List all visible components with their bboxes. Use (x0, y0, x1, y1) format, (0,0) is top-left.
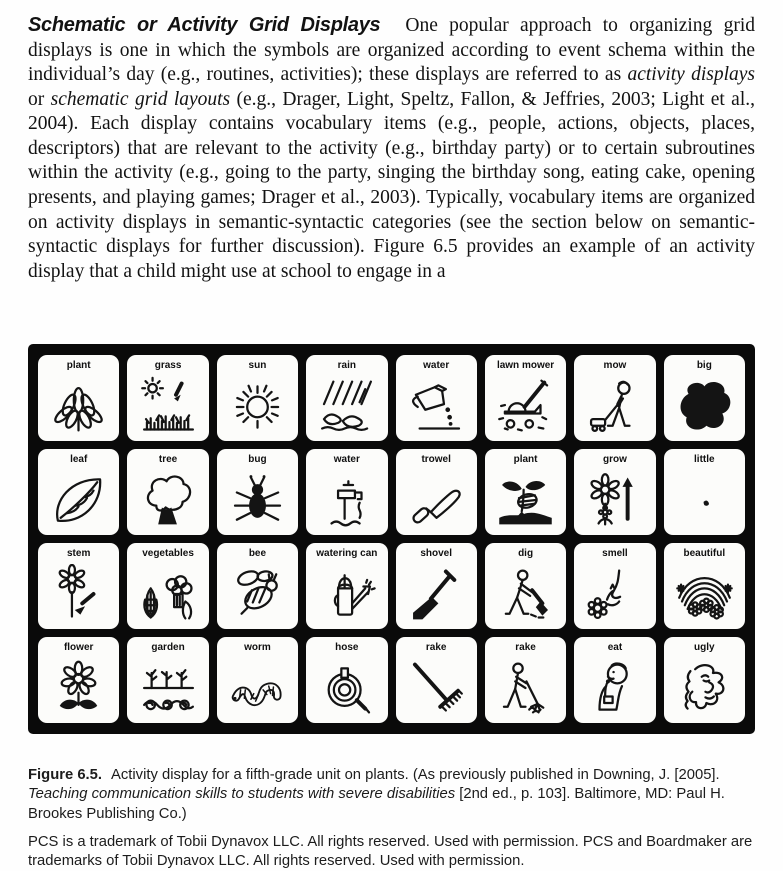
coiled-hose-icon (316, 658, 377, 718)
bee-icon (227, 564, 288, 624)
symbol-cell-lawn-mower (485, 355, 566, 441)
body-paragraph-seg-5: (e.g., Drager, Light, Speltz, Fallon, & Jeffries, 2003; Light et al., 2004). Each display contains vocabulary items (e.g., people, actions, objects, places, descriptors) that are relevant to the activity (e.g., birthday party) or to certain subroutines within the activity (e.g., going to the party, singing the birthday song, eating cake, opening presents, and playing games; Drager et al., 2003). Typically, vocabulary items are organized on activity displays in semantic-syntactic categories (see the section below on semantic-syntactic displays for further discussion). Figure 6.5 provides an example of an activity display that a child might use at school to engage in a (28, 88, 755, 282)
symbol-cell-coiled-hose (306, 637, 387, 723)
trademark-note: PCS is a trademark of Tobii Dynavox LLC. All rights reserved. Used with permission. PCS and Boardmaker are trademarks of Tobii Dynavox LLC. All rights reserved. Used with permission. (28, 833, 753, 870)
symbol-label: water (423, 360, 450, 372)
symbol-cell-planting-hand (485, 449, 566, 535)
nose-smell-icon (584, 564, 645, 624)
ugly-face-icon (674, 658, 735, 718)
rain-icon (316, 376, 377, 436)
symbol-label: water (333, 454, 360, 466)
watering-can-icon (316, 564, 377, 624)
trowel-icon (406, 470, 467, 530)
symbol-label: flower (63, 642, 94, 654)
symbol-cell-flower-grow-arrow (574, 449, 655, 535)
worm-icon (227, 658, 288, 718)
symbol-label: stem (67, 548, 91, 560)
symbol-label: worm (244, 642, 271, 654)
person-mowing-icon (584, 376, 645, 436)
symbol-cell-faucet (306, 449, 387, 535)
symbol-label: bug (248, 454, 267, 466)
symbol-cell-person-raking (485, 637, 566, 723)
symbol-cell-sun (217, 355, 298, 441)
body-paragraph-seg-0: Schematic or Activity Grid Displays (28, 14, 381, 36)
symbol-label: shovel (420, 548, 453, 560)
symbol-label: plant (513, 454, 538, 466)
figure-caption-seg-3: [2nd ed., p. 103]. Baltimore, MD: Paul H. Brookes Publishing Co.) (28, 786, 725, 822)
symbol-cell-worm (217, 637, 298, 723)
symbol-label: smell (602, 548, 628, 560)
symbol-cell-trowel (396, 449, 477, 535)
symbol-cell-person-digging (485, 543, 566, 629)
big-blob-icon (674, 376, 735, 436)
symbol-cell-leaf (38, 449, 119, 535)
symbol-label: lawn mower (496, 360, 555, 372)
symbol-label: rain (337, 360, 356, 372)
flower-icon (48, 658, 109, 718)
sun-icon (227, 376, 288, 436)
person-raking-icon (495, 658, 556, 718)
symbol-cell-bug (217, 449, 298, 535)
body-paragraph (28, 13, 755, 284)
symbol-label: beautiful (683, 548, 726, 560)
symbol-label: ugly (694, 642, 715, 654)
symbol-cell-bee (217, 543, 298, 629)
symbol-label: grow (602, 454, 627, 466)
symbol-label: tree (158, 454, 178, 466)
body-paragraph-seg-4: schematic grid layouts (50, 88, 231, 110)
symbol-cell-rain (306, 355, 387, 441)
figure-6-5-activity-display (28, 344, 755, 734)
symbol-label: hose (335, 642, 359, 654)
symbol-label: rake (515, 642, 536, 654)
symbol-grid (38, 355, 745, 723)
rainbow-flowers-icon (674, 564, 735, 624)
symbol-label: leaf (70, 454, 88, 466)
little-dot-icon (674, 470, 735, 530)
bug-icon (227, 470, 288, 530)
planting-hand-icon (495, 470, 556, 530)
symbol-label: vegetables (142, 548, 194, 560)
symbol-cell-flower (38, 637, 119, 723)
symbol-cell-pouring-water (396, 355, 477, 441)
flower-stem-arrow-icon (48, 564, 109, 624)
symbol-cell-big-blob (664, 355, 745, 441)
symbol-cell-nose-smell (574, 543, 655, 629)
symbol-cell-rake (396, 637, 477, 723)
symbol-label: watering can (316, 548, 378, 560)
symbol-cell-little-dot (664, 449, 745, 535)
symbol-label: rake (425, 642, 447, 654)
faucet-icon (316, 470, 377, 530)
figure-caption-seg-2: Teaching communication skills to students with severe disabilities (28, 786, 456, 803)
book-page (28, 0, 755, 871)
symbol-cell-garden-rows (127, 637, 208, 723)
body-paragraph-seg-2: activity displays (627, 64, 755, 86)
leaf-icon (48, 470, 109, 530)
symbol-label: garden (151, 642, 185, 654)
symbol-cell-person-mowing (574, 355, 655, 441)
symbol-label: dig (518, 548, 534, 560)
symbol-label: bee (248, 548, 267, 560)
symbol-cell-ugly-face (664, 637, 745, 723)
garden-rows-icon (138, 658, 199, 718)
pouring-water-icon (406, 376, 467, 436)
person-eating-icon (584, 658, 645, 718)
symbol-cell-plant (38, 355, 119, 441)
symbol-label: little (694, 454, 715, 466)
person-digging-icon (495, 564, 556, 624)
symbol-cell-watering-can (306, 543, 387, 629)
body-paragraph-seg-3: or (28, 88, 51, 110)
symbol-cell-person-eating (574, 637, 655, 723)
symbol-label: sun (248, 360, 267, 372)
plant-icon (48, 376, 109, 436)
figure-caption-seg-0: Figure 6.5. (28, 767, 103, 784)
symbol-cell-grass (127, 355, 208, 441)
symbol-cell-shovel (396, 543, 477, 629)
symbol-label: grass (154, 360, 182, 372)
grass-icon (138, 376, 199, 436)
flower-grow-arrow-icon (584, 470, 645, 530)
symbol-cell-tree (127, 449, 208, 535)
tree-icon (138, 470, 199, 530)
body-paragraph-seg-1: One popular approach to organizing grid displays is one in which the symbols are organized according to event schema within the individual’s day (e.g., routines, activities); these displays are referred to as (28, 15, 755, 86)
symbol-label: eat (607, 642, 623, 654)
figure-caption-seg-1: Activity display for a fifth-grade unit on plants. (As previously published in Downing, J. [2005]. (111, 767, 720, 784)
vegetables-icon (138, 564, 199, 624)
symbol-label: big (696, 360, 712, 372)
symbol-label: plant (66, 360, 91, 372)
lawn-mower-icon (495, 376, 556, 436)
symbol-cell-vegetables (127, 543, 208, 629)
rake-icon (406, 658, 467, 718)
symbol-cell-rainbow-flowers (664, 543, 745, 629)
figure-caption (28, 766, 755, 824)
shovel-icon (406, 564, 467, 624)
symbol-cell-flower-stem-arrow (38, 543, 119, 629)
symbol-label: mow (603, 360, 627, 372)
symbol-label: trowel (421, 454, 451, 466)
